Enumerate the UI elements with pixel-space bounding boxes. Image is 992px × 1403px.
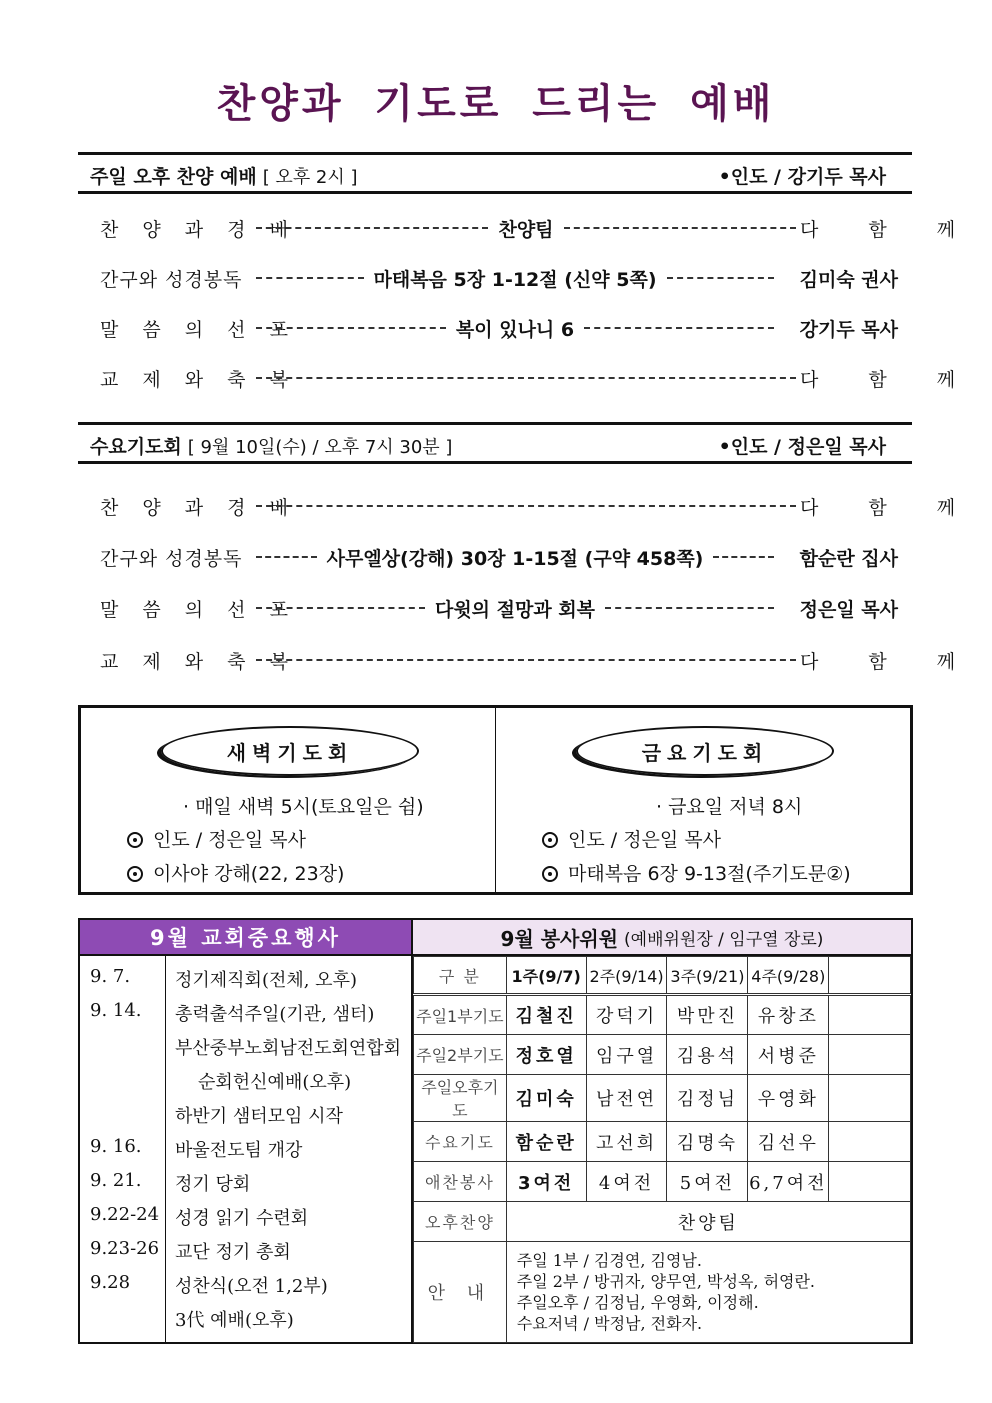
column-header: 1주(9/7) xyxy=(506,957,586,995)
row-label: 수요기도 xyxy=(414,1122,507,1162)
sunday-service-header xyxy=(78,152,912,194)
order-label: 간구와 성경봉독 xyxy=(100,268,243,291)
table-cell: 4여전 xyxy=(586,1162,667,1202)
row-label: 주일2부기도 xyxy=(414,1035,507,1075)
bullet-icon xyxy=(127,866,143,882)
order-person: 다 함 께 xyxy=(800,218,978,241)
table-row xyxy=(414,1122,911,1162)
table-cell: 5여전 xyxy=(667,1162,748,1202)
table-cell: 3여전 xyxy=(506,1162,586,1202)
event-text: 성찬식(오전 1,2부) xyxy=(175,1276,328,1297)
table-row xyxy=(414,1242,911,1343)
order-person: 다 함 께 xyxy=(800,496,978,519)
guide-line: 주일오후 / 김정님, 우영화, 이정해. xyxy=(516,1293,759,1312)
event-text: 정기제직회(전체, 오후) xyxy=(175,970,357,991)
order-content: 사무엘상(강해) 30장 1-15절 (구약 458쪽) xyxy=(326,547,704,570)
event-date: 9. 21. xyxy=(90,1170,142,1191)
friday-prayer-text: 마태복음 6장 9-13절(주기도문②) xyxy=(568,863,851,885)
row-label: 주일1부기도 xyxy=(414,995,507,1035)
wednesday-service-leader: •인도 / 정은일 목사 xyxy=(718,436,886,458)
event-text: 총력출석주일(기관, 샘터) xyxy=(175,1004,375,1025)
order-label: 말 씀 의 선 포 xyxy=(100,598,297,621)
table-cell: 남전연 xyxy=(586,1075,667,1122)
order-label: 교 제 와 축 복 xyxy=(100,368,297,391)
table-row xyxy=(414,995,911,1035)
order-person: 함순란 집사 xyxy=(799,547,898,570)
friday-prayer-text-line xyxy=(542,859,851,886)
duty-roster-subtitle: (예배위원장 / 임구열 장로) xyxy=(624,929,824,950)
order-row xyxy=(100,593,898,623)
order-person: 다 함 께 xyxy=(800,650,978,673)
row-label: 주일오후기도 xyxy=(414,1075,507,1122)
events-panel xyxy=(78,918,413,1344)
table-cell: 김명숙 xyxy=(667,1122,748,1162)
table-cell: 김철진 xyxy=(506,995,586,1035)
event-date: 9.23-26 xyxy=(90,1238,160,1259)
dawn-prayer-panel xyxy=(81,708,495,892)
table-row xyxy=(414,1035,911,1075)
order-person: 강기두 목사 xyxy=(799,318,899,341)
event-text: 교단 정기 총회 xyxy=(175,1242,291,1263)
sunday-service-title: 주일 오후 찬양 예배 [ 오후 2시 ] xyxy=(90,166,358,188)
wednesday-service-header xyxy=(78,422,912,464)
sunday-service-time: [ 오후 2시 ] xyxy=(262,167,358,188)
table-cell: 김정님 xyxy=(667,1075,748,1122)
order-row xyxy=(100,213,978,243)
table-row xyxy=(414,1075,911,1122)
event-text: 정기 당회 xyxy=(175,1174,251,1195)
friday-prayer-time: · 금요일 저녁 8시 xyxy=(656,796,803,818)
table-cell: 김선우 xyxy=(748,1122,829,1162)
order-row xyxy=(100,645,978,675)
order-person: 정은일 목사 xyxy=(799,598,898,621)
table-cell: 정호열 xyxy=(506,1035,586,1075)
duty-roster-panel xyxy=(413,918,913,1344)
duty-roster-header xyxy=(413,920,911,956)
events-title: 9월 교회중요행사 xyxy=(80,920,411,956)
friday-prayer-leader: 인도 / 정은일 목사 xyxy=(568,829,721,851)
friday-prayer-leader-line xyxy=(542,825,721,852)
event-date: 9. 16. xyxy=(90,1136,142,1157)
table-row xyxy=(414,1202,911,1242)
order-label: 찬 양 과 경 배 xyxy=(100,496,297,519)
event-text: 순회헌신예배(오후) xyxy=(198,1072,352,1093)
table-cell: 서병준 xyxy=(748,1035,829,1075)
dawn-prayer-leader-line xyxy=(127,825,306,852)
event-date: 9. 14. xyxy=(90,1000,142,1021)
order-row xyxy=(100,313,898,343)
table-cell: 고선희 xyxy=(586,1122,667,1162)
event-date: 9.22-24 xyxy=(90,1204,160,1225)
guide-line: 주일 2부 / 방귀자, 양무연, 박성옥, 허영란. xyxy=(516,1272,816,1291)
event-text: 부산중부노회남전도회연합회 xyxy=(175,1038,402,1059)
event-date: 9. 7. xyxy=(90,966,131,987)
table-cell: 우영화 xyxy=(748,1075,829,1122)
order-label: 찬 양 과 경 배 xyxy=(100,218,297,241)
order-label: 간구와 성경봉독 xyxy=(100,547,243,570)
wednesday-service-title: 수요기도회 [ 9월 10일(수) / 오후 7시 30분 ] xyxy=(90,436,453,458)
dawn-prayer-text: 이사야 강해(22, 23장) xyxy=(153,863,345,885)
friday-prayer-panel xyxy=(495,708,910,892)
table-cell: 강덕기 xyxy=(586,995,667,1035)
order-row xyxy=(100,542,898,572)
guide-line: 수요저녁 / 박정남, 전화자. xyxy=(516,1314,703,1333)
dawn-prayer-title: 새벽기도회 xyxy=(161,726,419,776)
table-row xyxy=(414,1162,911,1202)
duty-roster-table xyxy=(413,956,911,1343)
column-header: 구 분 xyxy=(414,957,507,995)
sunday-service-leader: •인도 / 강기두 목사 xyxy=(718,166,886,188)
order-row xyxy=(100,263,898,293)
order-person: 다 함 께 xyxy=(800,368,978,391)
dawn-prayer-time: · 매일 새벽 5시(토요일은 쉼) xyxy=(183,796,424,818)
row-label: 애찬봉사 xyxy=(414,1162,507,1202)
table-cell: 함순란 xyxy=(506,1122,586,1162)
column-header: 2주(9/14) xyxy=(586,957,667,995)
table-cell: 박만진 xyxy=(667,995,748,1035)
dawn-prayer-leader: 인도 / 정은일 목사 xyxy=(153,829,306,851)
table-cell: 김미숙 xyxy=(506,1075,586,1122)
table-cell: 임구열 xyxy=(586,1035,667,1075)
order-content: 복이 있나니 6 xyxy=(455,318,575,341)
prayer-meetings-box xyxy=(78,705,913,895)
guide-cell xyxy=(506,1242,910,1343)
event-text: 하반기 샘터모임 시작 xyxy=(175,1106,343,1127)
table-cell: 6,7여전 xyxy=(748,1162,829,1202)
table-cell: 김용석 xyxy=(667,1035,748,1075)
choir-cell: 찬양팀 xyxy=(506,1202,910,1242)
event-text: 3代 예배(오후) xyxy=(175,1310,294,1331)
row-label: 오후찬양 xyxy=(414,1202,507,1242)
bullet-icon xyxy=(127,832,143,848)
friday-prayer-title: 금요기도회 xyxy=(576,726,834,776)
dawn-prayer-text-line xyxy=(127,859,344,886)
table-header-row xyxy=(414,957,911,995)
event-text: 성경 읽기 수련회 xyxy=(175,1208,309,1229)
row-label: 안 내 xyxy=(414,1242,507,1343)
wednesday-service-time: [ 9월 10일(수) / 오후 7시 30분 ] xyxy=(187,437,453,458)
page-title: 찬양과 기도로 드리는 예배 xyxy=(216,81,776,127)
order-person: 김미숙 권사 xyxy=(799,268,898,291)
order-content: 마태복음 5장 1-12절 (신약 5쪽) xyxy=(373,268,657,291)
order-row xyxy=(100,363,978,393)
order-row xyxy=(100,491,978,521)
order-content: 다윗의 절망과 회복 xyxy=(434,598,596,621)
event-date: 9.28 xyxy=(90,1272,131,1293)
table-cell: 유창조 xyxy=(748,995,829,1035)
guide-line: 주일 1부 / 김경연, 김영남. xyxy=(516,1251,702,1270)
duty-roster-title: 9월 봉사위원 xyxy=(500,926,619,951)
order-label: 교 제 와 축 복 xyxy=(100,650,297,673)
column-header: 3주(9/21) xyxy=(667,957,748,995)
column-header: 4주(9/28) xyxy=(748,957,829,995)
order-content: 찬양팀 xyxy=(498,218,554,241)
bullet-icon xyxy=(542,832,558,848)
order-label: 말 씀 의 선 포 xyxy=(100,318,297,341)
event-text: 바울전도팀 개강 xyxy=(175,1140,303,1161)
bullet-icon xyxy=(542,866,558,882)
